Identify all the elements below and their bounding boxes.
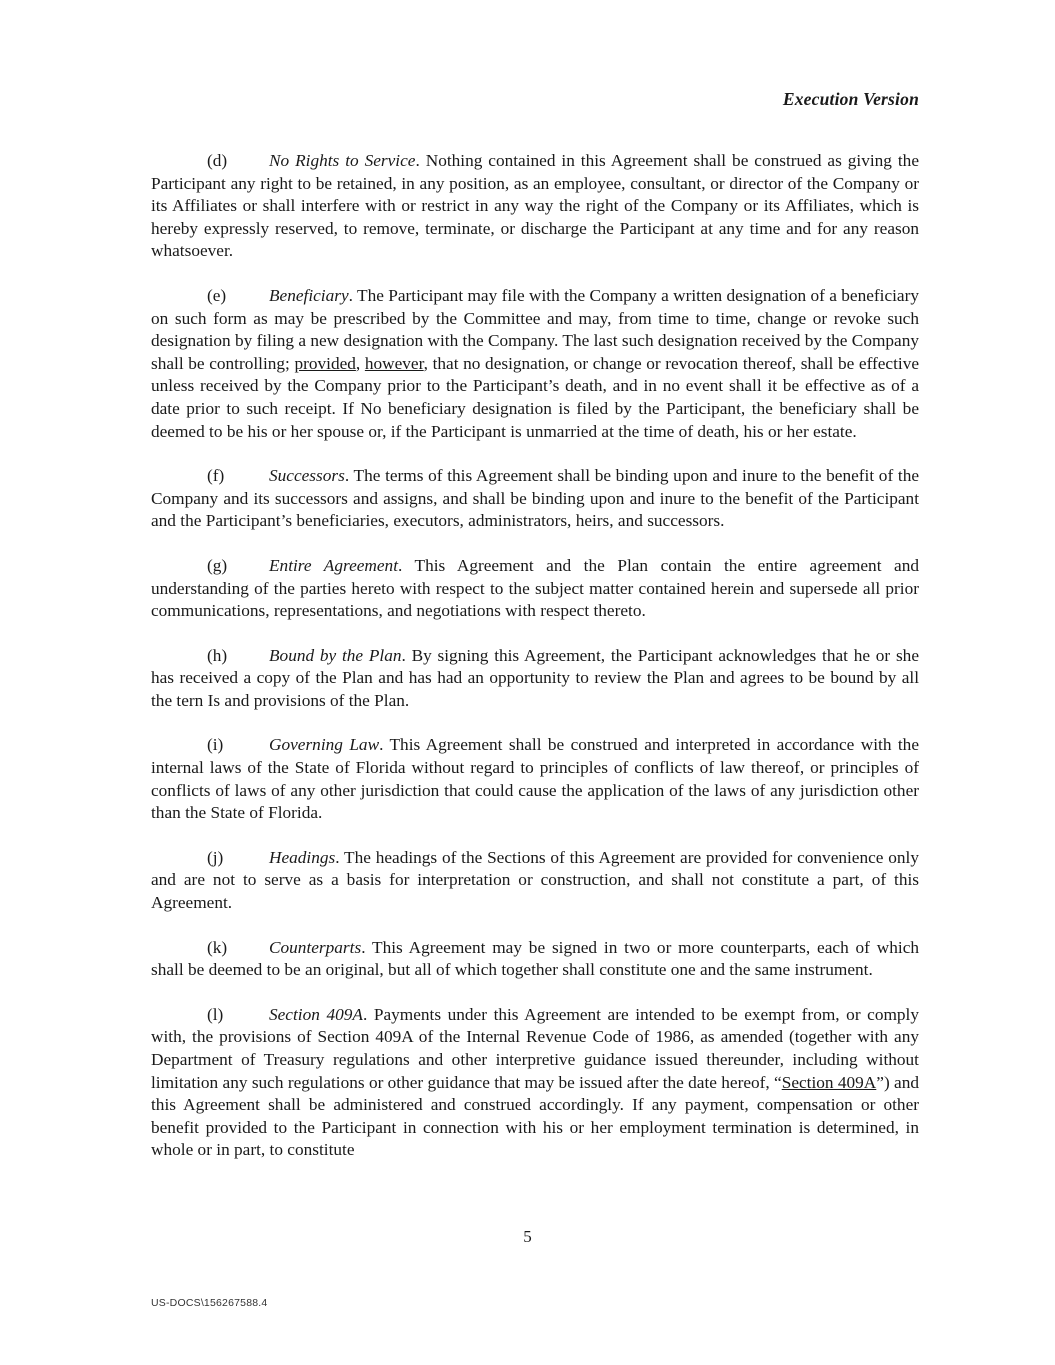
section-j-paragraph bbox=[151, 847, 919, 915]
section-409a-term: Section 409A bbox=[781, 1072, 877, 1092]
section-i-paragraph bbox=[151, 734, 919, 824]
section-h-paragraph bbox=[151, 645, 919, 713]
however-term: however bbox=[364, 353, 424, 373]
section-g-letter: (g) bbox=[207, 555, 228, 575]
section-l-title: Section 409A bbox=[269, 1004, 363, 1024]
section-f-letter: (f) bbox=[207, 466, 225, 486]
section-l-paragraph bbox=[151, 1004, 919, 1162]
section-i-title: Governing Law bbox=[269, 735, 380, 755]
execution-version-header: Execution Version bbox=[782, 89, 919, 109]
section-e-letter: (e) bbox=[207, 285, 227, 305]
section-j-title: Headings bbox=[269, 847, 336, 867]
section-h-title: Bound by the Plan bbox=[269, 645, 402, 665]
section-d-paragraph bbox=[151, 150, 919, 263]
page-number: 5 bbox=[523, 1227, 532, 1246]
section-g-text: . This Agreement and the Plan contain the entire agreement and understanding of the parties hereto with respect to the subject matter contained herein and supersede all prior communications, representations, and negotiations with respect thereto. bbox=[151, 555, 919, 621]
section-g-paragraph bbox=[151, 555, 919, 623]
section-d-letter: (d) bbox=[207, 151, 228, 170]
section-d-title: No Rights to Service bbox=[269, 151, 416, 170]
section-i-letter: (i) bbox=[207, 735, 224, 755]
document-id-footer: US-DOCS\156267588.4 bbox=[151, 1297, 268, 1309]
section-e-text-before: . The Participant may file with the Company a written designation of a beneficiary on such form as may be prescribed by the Committee and may, from time to time, change or revoke such designation by filing a new designation with the Company. The last such designation received by the Company shall be controlling; bbox=[151, 285, 919, 373]
section-h-letter: (h) bbox=[207, 645, 228, 665]
section-k-paragraph bbox=[151, 937, 919, 982]
provided-term: provided bbox=[294, 353, 356, 373]
section-k-text: . This Agreement may be signed in two or more counterparts, each of which shall be deemed to be an original, but all of which together shall constitute one and the same instrument. bbox=[151, 937, 919, 980]
section-j-letter: (j) bbox=[207, 847, 224, 867]
section-e-title: Beneficiary bbox=[269, 285, 349, 305]
section-l-text-before: . Payments under this Agreement are intended to be exempt from, or comply with, the provisions of Section 409A of the Internal Revenue Code of 1986, as amended (together with any Department of Treasury regulations and other interpretive guidance issued thereunder, including without limitation any such regulations or other guidance that may be issued after the date hereof, “ bbox=[151, 1004, 919, 1092]
section-e-text-after: , that no designation, or change or revocation thereof, shall be effective unless received by the Company prior to the Participant’s death, and in no event shall it be effective as of a date prior to such receipt. If No beneficiary designation is filed by the Participant, the beneficiary shall be deemed to be his or her spouse or, if the Participant is unmarried at the time of death, his or her estate. bbox=[151, 353, 920, 441]
section-f-paragraph bbox=[151, 465, 919, 533]
section-g-title: Entire Agreement bbox=[269, 555, 398, 575]
section-h-text: . By signing this Agreement, the Participant acknowledges that he or she has received a copy of the Plan and has had an opportunity to review the Plan and agrees to be bound by all the tern Is and provisions of the Plan. bbox=[151, 645, 919, 710]
section-f-title: Successors bbox=[269, 466, 345, 486]
agreement-body bbox=[151, 150, 919, 1184]
section-j-text: . The headings of the Sections of this Agreement are provided for convenience only and are not to serve as a basis for interpretation or construction, and shall not constitute a part, of this Agreement. bbox=[151, 847, 919, 913]
section-k-letter: (k) bbox=[207, 937, 228, 957]
section-e-paragraph bbox=[151, 285, 919, 443]
section-l-letter: (l) bbox=[207, 1004, 224, 1024]
section-f-text: . The terms of this Agreement shall be binding upon and inure to the benefit of the Company and its successors and assigns, and shall be binding upon and inure to the benefit of the Participant and the Participant’s beneficiaries, executors, administrators, heirs, and successors. bbox=[151, 466, 919, 531]
section-k-title: Counterparts bbox=[269, 937, 362, 957]
section-e-comma: , bbox=[355, 353, 365, 373]
section-d-text: . Nothing contained in this Agreement shall be construed as giving the Participant any right to be retained, in any position, as an employee, consultant, or director of the Company or its Affiliates or shall interfere with or restrict in any way the right of the Company or its Affiliates, which is hereby expressly reserved, to remove, terminate, or discharge the Participant at any time and for any reason whatsoever. bbox=[151, 151, 919, 261]
section-l-text-after: ”) and this Agreement shall be administered and construed accordingly. If any payment, compensation or other benefit provided to the Participant in connection with his or her employment termination is determined, in whole or in part, to constitute bbox=[151, 1072, 920, 1160]
section-i-text: . This Agreement shall be construed and interpreted in accordance with the internal laws of the State of Florida without regard to principles of conflicts of law thereof, or principles of conflicts of laws of any other jurisdiction that could cause the application of the laws of any jurisdiction other than the State of Florida. bbox=[151, 735, 919, 823]
